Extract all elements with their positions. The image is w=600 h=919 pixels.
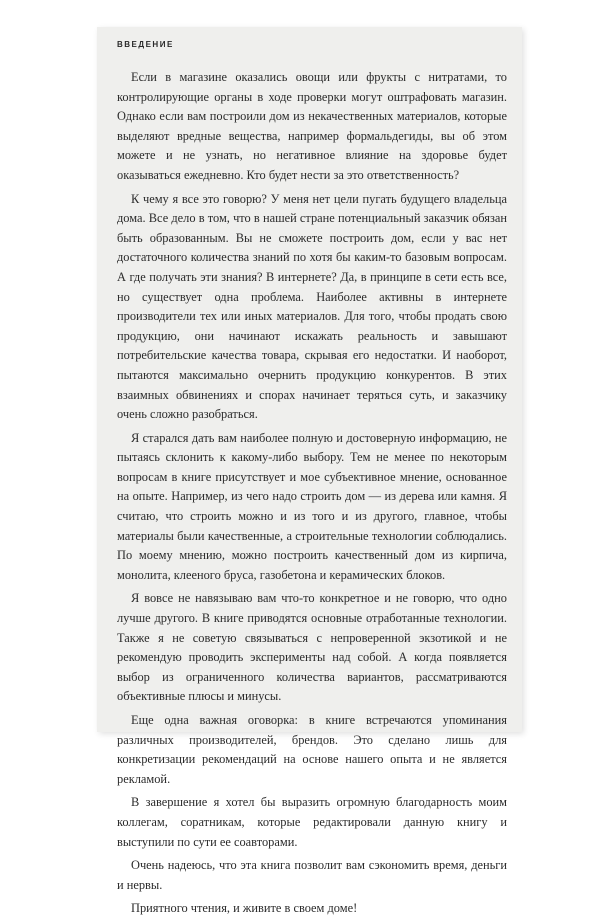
paragraph: К чему я все это говорю? У меня нет цели пугать будущего владельца дома. Все дело в том, что в нашей стране потенциальный заказчик обязан быть образованным. Вы не сможете построить дом, если у вас нет достаточного количества знаний по хотя бы каким-то базовым вопросам. А где получать эти знания? В интернете? Да, в принципе в сети есть все, но существует одна проблема. Наиболее активны в интернете производители тех или иных материалов. Для того, чтобы продать свою продукцию, они начинают искажать реальность и завышают потребительские качества товара, скрывая его недостатки. И наоборот, пытаются максимально очернить продукцию конкурентов. В этих взаимных обвинениях и спорах начинает теряться суть, и заказчику очень сложно разобраться. <box>117 191 507 422</box>
paragraph: Я старался дать вам наиболее полную и достоверную информацию, не пытаясь склонить к какому-либо выбору. Тем не менее по некоторым вопросам в книге присутствует и мое субъективное мнение, основанное на опыте. Например, из чего надо строить дом — из дерева или камня. Я считаю, что строить можно и из того и из другого, главное, чтобы материалы были качественные, а строительные технологии соблюдались. По моему мнению, можно построить качественный дом из кирпича, монолита, клееного бруса, газобетона и керамических блоков. <box>117 430 507 582</box>
paragraph: Еще одна важная оговорка: в книге встречаются упоминания различных производителей, брендов. Это сделано лишь для конкретизации рекомендаций на основе нашего опыта и не является рекламой. <box>117 713 507 786</box>
body-text <box>117 68 507 919</box>
paragraph: Очень надеюсь, что эта книга позволит вам сэкономить время, деньги и нервы. <box>117 858 507 892</box>
paragraph: Я вовсе не навязываю вам что-то конкретное и не говорю, что одно лучше другого. В книге приводятся основные отработанные технологии. Также я не советую связываться с непроверенной экзотикой и не рекомендую проводить эксперименты над собой. А когда появляется выбор из ограниченного количества вариантов, рассматриваются объективные плюсы и минусы. <box>117 591 507 704</box>
paragraph: Приятного чтения, и живите в своем доме! <box>131 901 358 916</box>
paragraph: В завершение я хотел бы выразить огромную благодарность моим коллегам, соратникам, которые редактировали данную книгу и выступили по сути ее соавторами. <box>117 795 507 849</box>
section-header: ВВЕДЕНИЕ <box>117 40 174 49</box>
book-page <box>97 27 522 916</box>
paragraph: Если в магазине оказались овощи или фрукты с нитратами, то контролирующие органы в ходе проверки могут оштрафовать магазин. Однако если вам построили дом из некачественных материалов, которые выделяют вредные вещества, например формальдегиды, вы об этом можете и не узнать, но негативное влияние на здоровье будет оказываться ежедневно. Кто будет нести за это ответственность? <box>117 70 507 182</box>
